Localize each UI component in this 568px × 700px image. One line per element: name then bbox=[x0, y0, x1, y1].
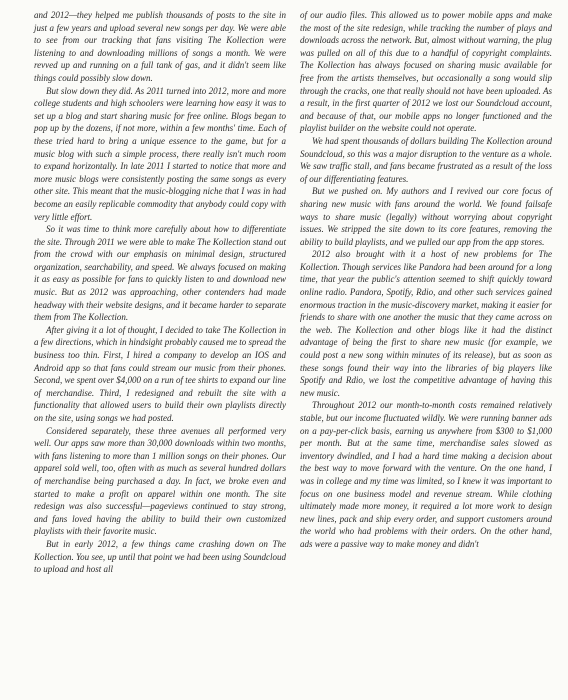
paragraph: So it was time to think more carefully about how to differentiate the site. Through 2011 we were able to make The Kollection stand out from the crowd with our emphasis on minimal design, structured organization, searchability, and speed. We always focused on making it as easy as possible for fans to quickly listen to and download new music. But as 2012 was approaching, other contenders had made headway with their website designs, and it became harder to separate them from The Kollection. bbox=[34, 224, 286, 323]
paragraph: 2012 also brought with it a host of new problems for The Kollection. Though services like Pandora had been around for a long time, that year the public's attention seemed to shift quickly toward online radio. Pandora, Spotify, Rdio, and other such services gained enormous traction in the music-discovery market, making it easier for friends to share with one another the music that they came across on the web. The Kollection and other blogs like it had the distinct advantage of being the first to share new music (for example, we could post a new song within minutes of its release), but as soon as these songs found their way into the libraries of big players like Spotify and Rdio, we lost the competitive advantage of having this new music. bbox=[300, 249, 552, 398]
paragraph: Throughout 2012 our month-to-month costs remained relatively stable, but our income fluctuated wildly. We were running banner ads on a pay-per-click basis, earning us anywhere from $300 to $1,000 per month. But at the same time, merchandise sales slowed as inventory dwindled, and I had a hard time making a decision about the best way to move forward with the venture. On the one hand, I was in college and my time was limited, so I knew it was important to focus on one business model and revenue stream. While clothing ultimately made more money, it required a lot more work to design new lines, pack and ship every order, and support customers around the world who had problems with their orders. On the other hand, ads were a passive way to make money and didn't bbox=[300, 400, 552, 549]
paragraph: But slow down they did. As 2011 turned into 2012, more and more college students and high schoolers were learning how easy it was to set up a blog and start sharing music for free online. Blogs began to pop up by the dozens, if not more, within a few months' time. Each of these tried hard to bring a unique essence to the game, but for a music blog with such a simple process, there really isn't much room to expand horizontally. In late 2011 I started to notice that more and more music blogs were consistently posting the same songs as every other site. This meant that the music-blogging niche that I was in had become an easily replicable commodity that anybody could copy with very little effort. bbox=[34, 85, 286, 222]
paragraph: and 2012—they helped me publish thousands of posts to the site in just a few years and upload several new songs per day. We were able to see from our tracking that fans visiting The Kollection were listening to and downloading millions of songs a month. We were revved up and running on a full tank of gas, and it didn't seem like things could possibly slow down. bbox=[34, 10, 286, 83]
paragraph: After giving it a lot of thought, I decided to take The Kollection in a few directions, which in hindsight probably caused me to spread the business too thin. First, I hired a company to develop an IOS and Android app so that fans could stream our music from their phones. Second, we spent over $4,000 on a run of tee shirts to expand our line of merchandise. Third, I redesigned and rebuilt the site with a functionality that allowed users to build their own playlists directly on the site, using songs we had posted. bbox=[34, 324, 286, 423]
paragraph: Considered separately, these three avenues all performed very well. Our apps saw more than 30,000 downloads within two months, with fans listening to more than 1 million songs on their phones. Our apparel sold well, too, often with as much as several hundred dollars of merchandise being purchased a day. In fact, we broke even and started to make a profit on apparel within one month. The site redesign was also successful—pageviews continued to stay strong, and fans loved having the ability to build their own customized playlists with their favorite music. bbox=[34, 425, 286, 537]
left-column bbox=[34, 9, 286, 576]
right-column bbox=[300, 9, 552, 551]
paragraph: We had spent thousands of dollars building The Kollection around Soundcloud, so this was a major disruption to the venture as a whole. We saw traffic stall, and fans became frustrated as a result of the loss of our differentiating features. bbox=[300, 135, 552, 184]
paragraph: But we pushed on. My authors and I revived our core focus of sharing new music with fans around the world. We found failsafe ways to share music (legally) without worrying about copyright issues. We stripped the site down to its core features, removing the ability to build playlists, and we pulled our app from the app stores. bbox=[300, 186, 552, 247]
paragraph: But in early 2012, a few things came crashing down on The Kollection. You see, up until that point we had been using Soundcloud to upload and host all bbox=[34, 538, 286, 575]
paragraph: of our audio files. This allowed us to power mobile apps and make the most of the site redesign, while tracking the number of plays and downloads across the network. But, almost without warning, the plug was pulled on all of this due to a handful of copyright complaints. The Kollection has always focused on sharing music available for free from the artists themselves, but occasionally a song would slip through the cracks, one that really should not have been uploaded. As a result, in the first quarter of 2012 we lost our Soundcloud account, and because of that, our mobile apps no longer functioned and the playlist builder on the website could not operate. bbox=[300, 10, 552, 134]
